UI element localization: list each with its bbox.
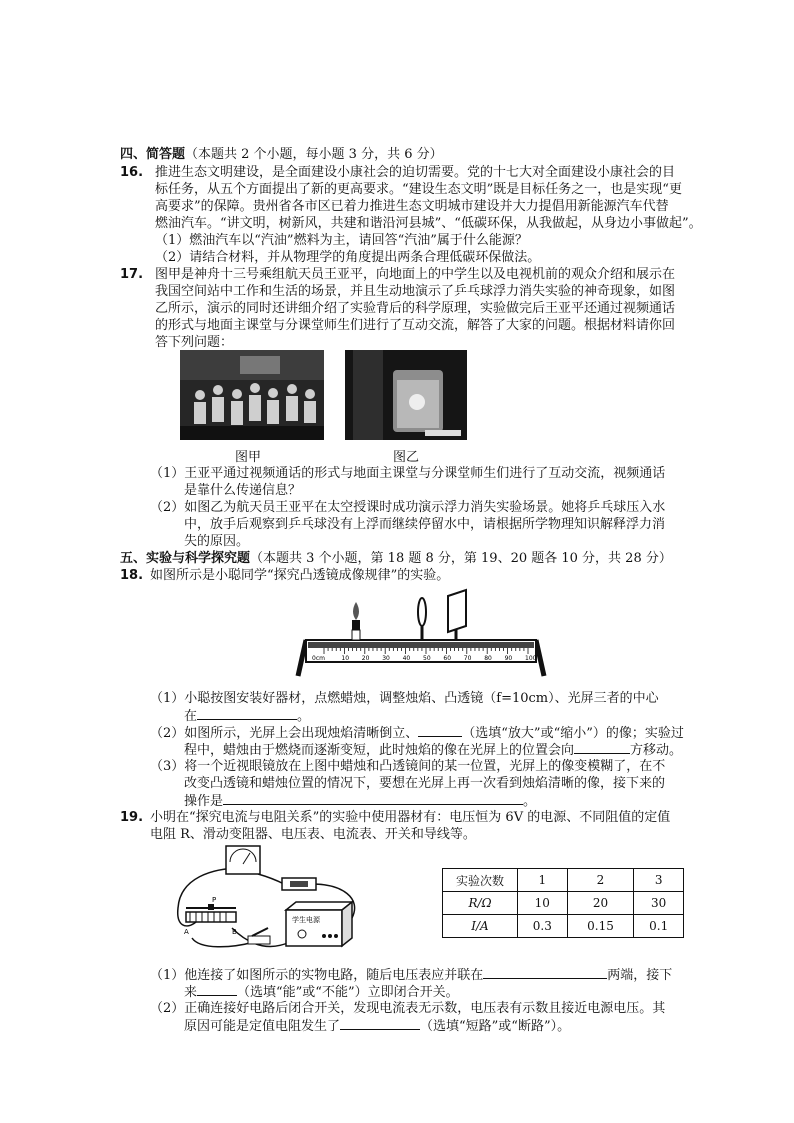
light-screen (448, 590, 466, 632)
table-cell: 0.1 (634, 915, 684, 938)
table-cell: 2 (567, 869, 634, 892)
table-header-row (443, 869, 684, 892)
q18-sub1-line2: 在 。 (184, 709, 311, 724)
section-4-heading (120, 146, 443, 163)
q17-line: 的形式与地面主课堂与分课堂师生们进行了互动交流，解答了大家的问题。根据材料请你回 (155, 318, 676, 333)
q18-number: 18. (120, 568, 144, 583)
answer-blank[interactable] (574, 741, 630, 754)
figure-yi-photo (345, 350, 467, 440)
table-row (443, 892, 684, 915)
table-cell: 0.15 (567, 915, 634, 938)
q18-sub2-line2 (184, 741, 682, 759)
label-a: A (184, 928, 189, 936)
answer-blank[interactable] (197, 983, 237, 996)
label-p: P (212, 896, 217, 904)
ruler-label: 50 (423, 655, 431, 662)
figure-yi-caption: 图乙 (393, 450, 420, 465)
q16-number: 16. (120, 165, 144, 180)
section-5-heading (120, 550, 672, 567)
q16-sub1: （1）燃油汽车以“汽油”燃料为主，请回答“汽油”属于什么能源？ (155, 233, 528, 248)
ruler-label: 60 (443, 655, 452, 662)
q19-sub2-line2 (184, 1017, 570, 1035)
q17-sub1-line: 是靠什么传递信息？ (184, 483, 302, 498)
table-cell: 10 (518, 892, 568, 915)
q19-sub1-text: （1）他连接了如图所示的实物电路，随后电压表应并联在 (150, 968, 484, 983)
q19-line: 小明在“探究电流与电阻关系”的实验中使用器材有：电压恒为 6V 的电源、不同阻值的定值 (150, 810, 671, 825)
table-row (443, 915, 684, 938)
ruler-label: 20 (361, 655, 370, 662)
q17-line: 答下列问题： (155, 335, 234, 350)
q19-sub1-text: （选填“能”或“不能”）立即闭合开关。 (237, 985, 459, 1000)
classroom-scene-image (180, 350, 324, 440)
candle-flame (353, 602, 359, 620)
q18-sub2-text: （选填“放大”或“缩小”）的像；实验过 (462, 726, 684, 741)
table-cell: 实验次数 (443, 869, 518, 892)
optical-bench-diagram (298, 590, 548, 690)
switch (248, 936, 270, 944)
power-supply-label: 学生电源 (292, 916, 320, 924)
table-cell: 3 (634, 869, 684, 892)
water-cup-scene-image (345, 350, 467, 440)
q18-sub2-text: （2）如图所示，光屏上会出现烛焰清晰倒立、 (150, 726, 419, 741)
answer-blank[interactable] (197, 707, 297, 720)
label-b: B (232, 928, 237, 936)
ammeter (226, 846, 260, 874)
table-cell: 30 (634, 892, 684, 915)
q16-sub2: （2）请结合材料，并从物理学的角度提出两条合理低碳环保做法。 (155, 250, 541, 265)
q17-line: 乙所示，演示的同时还讲细介绍了实验背后的科学原理，实验做完后王亚平还通过视频通话 (155, 301, 676, 316)
experiment-data-table (442, 868, 684, 938)
q16-line: 推进生态文明建设，是全面建设小康社会的迫切需要。党的十七大对全面建设小康社会的目 (155, 165, 676, 180)
section-4-title: 四、简答题 (120, 147, 186, 162)
q18-sub3-line3: 操作是 。 (184, 794, 537, 809)
q18-sub2-text: 程中，蜡烛由于燃烧而逐渐变短，此时烛焰的像在光屏上的位置会向 (184, 743, 575, 758)
q18-stem: 如图所示是小聪同学“探究凸透镜成像规律”的实验。 (150, 568, 450, 583)
q19-sub2-text: （选填“短路”或“断路”）。 (420, 1019, 571, 1034)
figure-jia-photo (180, 350, 324, 440)
ruler-label: 40 (402, 655, 411, 662)
q17-sub1-line: （1）王亚平通过视频通话的形式与地面主课堂与分课堂师生们进行了互动交流，视频通话 (150, 466, 666, 481)
table-cell: I/A (443, 915, 518, 938)
ruler-label: 30 (382, 655, 390, 662)
q18-sub3-line: （3）将一个近视眼镜放在上图中蜡烛和凸透镜间的某一位置，光屏上的像变模糊了，在不 (150, 759, 666, 774)
rheostat (186, 912, 236, 922)
convex-lens (418, 598, 426, 626)
section-5-note: （本题共 3 个小题，第 18 题 8 分，第 19、20 题各 10 分，共 28 分） (250, 551, 672, 566)
q17-line: 我国空间站中工作和生活的场景，并且生动地演示了乒乓球浮力消失实验的神奇现象，如图 (155, 284, 676, 299)
q19-sub1-text: 来 (184, 985, 198, 1000)
answer-blank[interactable] (340, 1017, 420, 1030)
q19-sub2-text: 原因可能是定值电阻发生了 (184, 1019, 341, 1034)
circuit-diagram (172, 838, 372, 958)
q18-sub3-prefix: 操作是 (184, 794, 224, 809)
ruler-label: 10 (341, 655, 350, 662)
q19-sub1-text: 两端，接下 (607, 968, 673, 983)
q18-sub3-line: 改变凸透镜和蜡烛位置的情况下，要想在光屏上再一次看到烛焰清晰的像，接下来的 (184, 776, 666, 791)
section-5-title: 五、实验与科学探究题 (120, 551, 251, 566)
table-cell: R/Ω (443, 892, 518, 915)
q18-sub2-text: 方移动。 (630, 743, 683, 758)
ruler-label: 100 (525, 655, 537, 662)
table-cell: 20 (567, 892, 634, 915)
answer-blank[interactable] (223, 792, 523, 805)
answer-blank[interactable] (483, 966, 607, 979)
q18-sub1-line: （1）小聪按图安装好器材，点燃蜡烛，调整烛焰、凸透镜（f=10cm）、光屏三者的中心 (150, 691, 659, 706)
ruler-label: 70 (463, 655, 472, 662)
q16-line: 燃油汽车。“讲文明，树新风，共建和谐沿河县城”、“低碳环保，从我做起，从身边小事做起”。 (155, 216, 702, 231)
figure-jia-caption: 图甲 (235, 450, 262, 465)
q18-sub2-line (150, 724, 684, 742)
q19-number: 19. (120, 810, 144, 825)
q17-line: 图甲是神舟十三号乘组航天员王亚平，向地面上的中学生以及电视机前的观众介绍和展示在 (155, 267, 676, 282)
q19-sub1-line (150, 966, 672, 984)
q17-sub2-line: 中，放手后观察到乒乓球没有上浮而继续停留水中，请根据所学物理知识解释浮力消 (184, 517, 666, 532)
ruler-label: 80 (484, 655, 492, 662)
q16-line: 标任务，从五个方面提出了新的更高要求。“建设生态文明”既是目标任务之一，也是实现“更 (155, 182, 682, 197)
q16-line: 高要求”的保障。贵州省各市区已着力推进生态文明城市建设并大力提倡用新能源汽车代替 (155, 199, 669, 214)
section-4-note: （本题共 2 个小题，每小题 3 分，共 6 分） (185, 147, 443, 162)
ruler-label: 90 (504, 655, 513, 662)
q18-sub1-prefix: 在 (184, 709, 198, 724)
ruler-unit: 0cm (312, 655, 325, 662)
table-cell: 0.3 (518, 915, 568, 938)
answer-blank[interactable] (418, 724, 462, 737)
q19-sub2-line: （2）正确连接好电路后闭合开关，发现电流表无示数，电压表有示数且接近电源电压。其 (150, 1001, 666, 1016)
q17-number: 17. (120, 267, 144, 282)
q17-sub2-line: （2）如图乙为航天员王亚平在太空授课时成功演示浮力消失实验场景。她将乒乓球压入水 (150, 500, 666, 515)
q19-line: 电阻 R、滑动变阻器、电压表、电流表、开关和导线等。 (150, 827, 476, 842)
table-cell: 1 (518, 869, 568, 892)
q19-sub1-line2 (184, 983, 459, 1001)
q17-sub2-line: 失的原因。 (184, 534, 250, 549)
